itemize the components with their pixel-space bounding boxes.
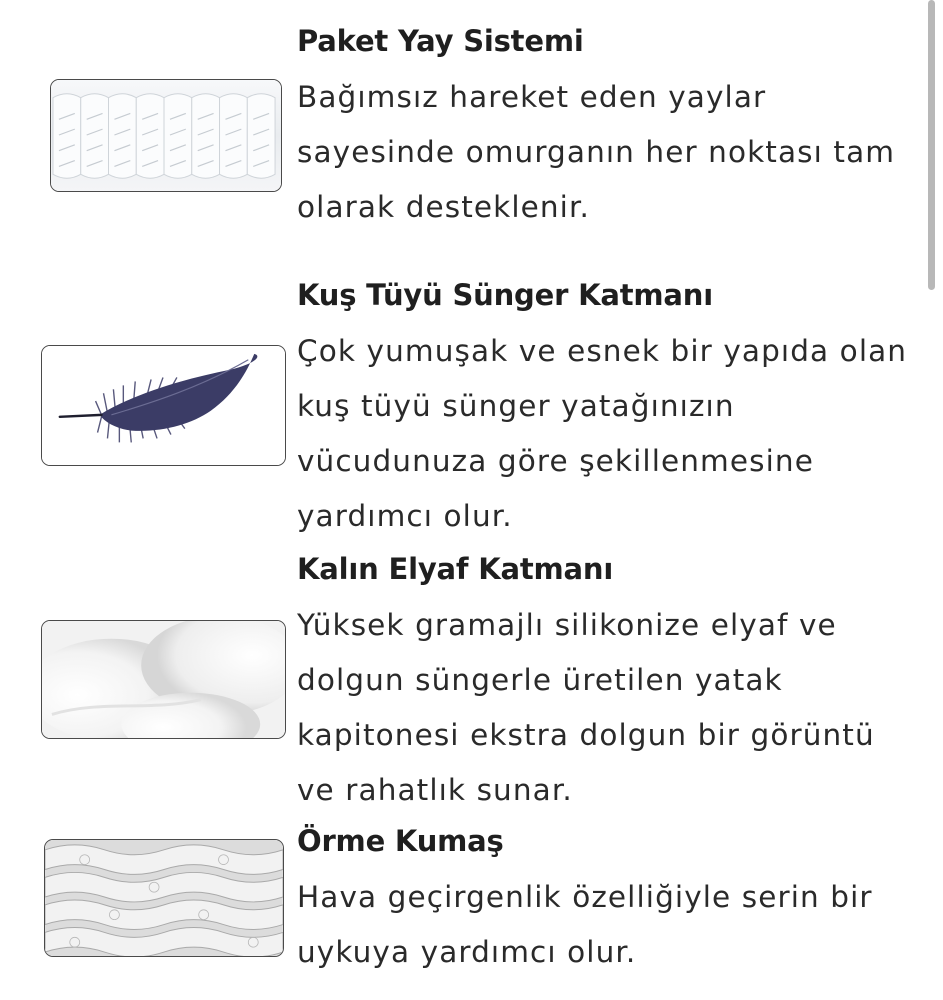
knit-fabric-icon	[44, 839, 284, 957]
feature-title: Kalın Elyaf Katmanı	[297, 552, 614, 586]
feather-icon	[41, 345, 286, 466]
feature-description: Hava geçirgenlik özelliğiyle serin bir uykuya yardımcı olur.	[297, 880, 873, 969]
feature-title: Kuş Tüyü Sünger Katmanı	[297, 278, 713, 312]
feature-description: Yüksek gramajlı silikonize elyaf ve dolgun süngerle üretilen yatak kapitonesi ekstra dolgun bir görüntü ve rahatlık sunar.	[297, 608, 875, 807]
feature-title: Örme Kumaş	[297, 824, 504, 858]
scrollbar[interactable]	[928, 0, 935, 290]
feature-title: Paket Yay Sistemi	[297, 24, 584, 58]
feature-description: Çok yumuşak ve esnek bir yapıda olan kuş tüyü sünger yatağınızın vücudunuza göre şekillenmesine yardımcı olur.	[297, 334, 908, 533]
fiber-icon	[41, 620, 286, 739]
feature-description: Bağımsız hareket eden yaylar sayesinde omurganın her noktası tam olarak desteklenir.	[297, 80, 896, 224]
pocket-spring-icon	[50, 79, 282, 192]
